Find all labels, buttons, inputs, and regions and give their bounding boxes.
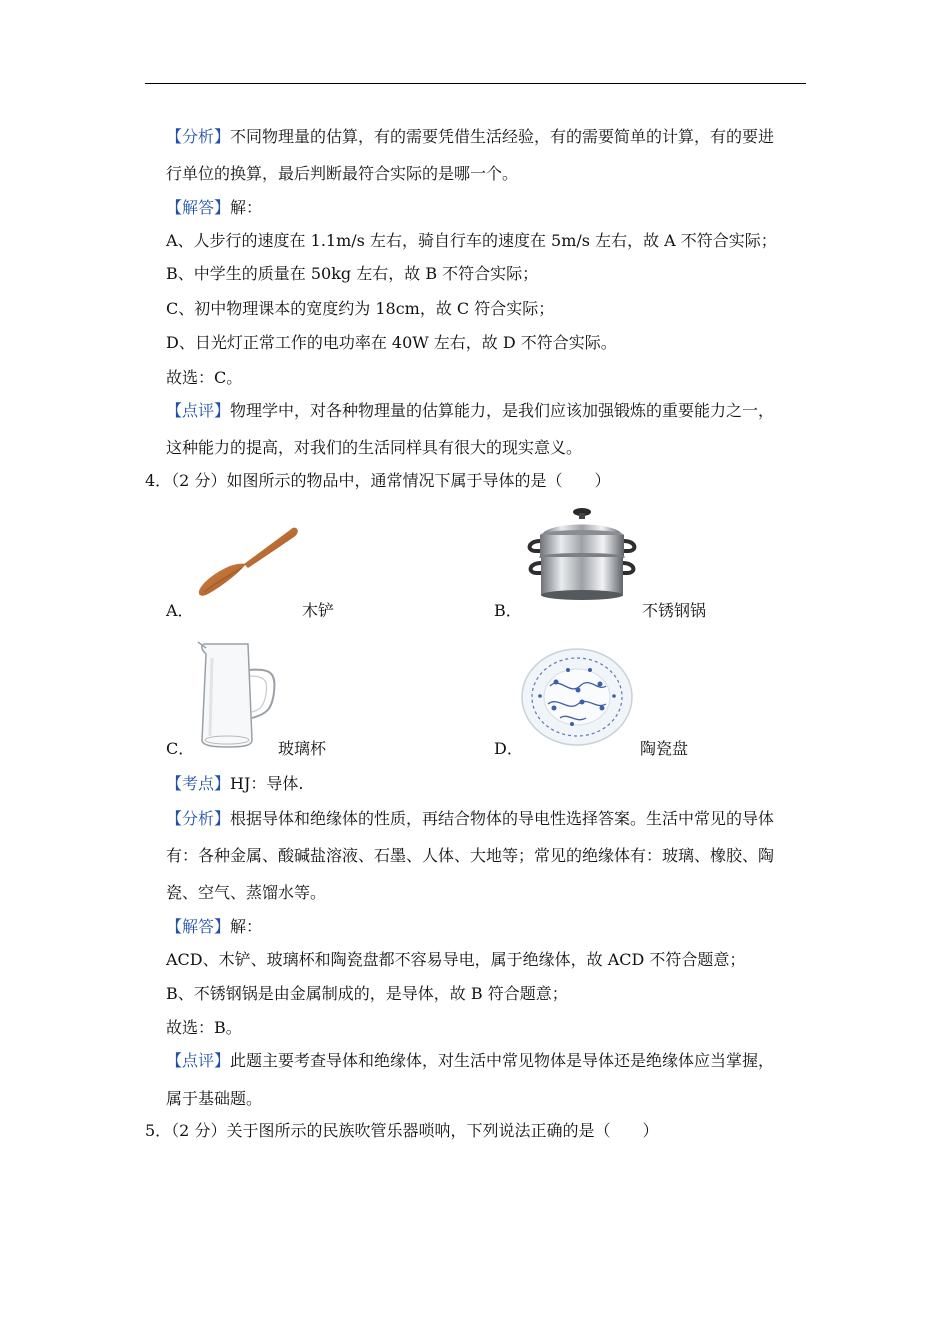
analysis-line: 行单位的换算，最后判断最符合实际的是哪一个。 [166,164,519,183]
option-a-letter: A． [166,601,194,620]
comment-line: 属于基础题。 [166,1089,263,1108]
analysis-line: 【分析】根据导体和绝缘体的性质，再结合物体的导电性选择答案。生活中常见的导体 [166,809,775,828]
answer-line: A、人步行的速度在 1.1m/s 左右，骑自行车的速度在 5m/s 左右，故 A 不符合实际； [166,231,777,250]
answer-line: C、初中物理课本的宽度约为 18cm，故 C 符合实际； [166,299,555,318]
answer-line: B、中学生的质量在 50kg 左右，故 B 不符合实际； [166,264,539,283]
tag-answer: 【解答】 [166,917,231,936]
tag-comment: 【点评】 [166,1051,231,1070]
option-a-name: 木铲 [302,601,335,620]
analysis-line: 有：各种金属、酸碱盐溶液、石墨、人体、大地等；常见的绝缘体有：玻璃、橡胶、陶 [166,846,775,865]
tag-analysis: 【分析】 [166,809,231,828]
question-4-stem: 4．（2 分）如图所示的物品中，通常情况下属于导体的是（ ） [145,471,611,490]
answer-line: B、不锈钢锅是由金属制成的，是导体，故 B 符合题意； [166,984,568,1003]
comment-line: 【点评】此题主要考查导体和绝缘体，对生活中常见物体是导体还是绝缘体应当掌握， [166,1051,775,1070]
wooden-spatula-image [196,524,302,600]
glass-pitcher-image [194,640,276,750]
option-b-name: 不锈钢锅 [642,601,707,620]
analysis-line: 瓷、空气、蒸馏水等。 [166,883,327,902]
header-rule [145,83,806,84]
answer-line: ACD、木铲、玻璃杯和陶瓷盘都不容易导电，属于绝缘体，故 ACD 不符合题意； [166,950,746,969]
answer-line: 【解答】解： [166,198,263,217]
comment-line: 【点评】物理学中，对各种物理量的估算能力，是我们应该加强锻炼的重要能力之一， [166,401,775,420]
stainless-pot-image [524,505,640,605]
tag-answer: 【解答】 [166,198,231,217]
option-c-letter: C． [166,739,195,758]
analysis-line: 【分析】不同物理量的估算，有的需要凭借生活经验，有的需要简单的计算，有的要进 [166,127,775,146]
tag-analysis: 【分析】 [166,127,231,146]
answer-line: 【解答】解： [166,917,263,936]
question-5-stem: 5．（2 分）关于图所示的民族吹管乐器唢呐，下列说法正确的是（ ） [145,1121,659,1140]
option-c-name: 玻璃杯 [278,739,327,758]
answer-choice: 故选：B。 [166,1018,242,1037]
tag-comment: 【点评】 [166,401,231,420]
option-d-name: 陶瓷盘 [640,739,689,758]
ceramic-plate-image [520,646,634,746]
option-d-letter: D． [494,739,523,758]
answer-line: D、日光灯正常工作的电功率在 40W 左右，故 D 不符合实际。 [166,333,617,352]
knowledge-point-line: 【考点】HJ：导体. [166,774,304,793]
answer-choice: 故选：C。 [166,368,243,387]
tag-knowledge-point: 【考点】 [166,774,231,793]
option-b-letter: B． [494,601,522,620]
comment-line: 这种能力的提高，对我们的生活同样具有很大的现实意义。 [166,438,583,457]
